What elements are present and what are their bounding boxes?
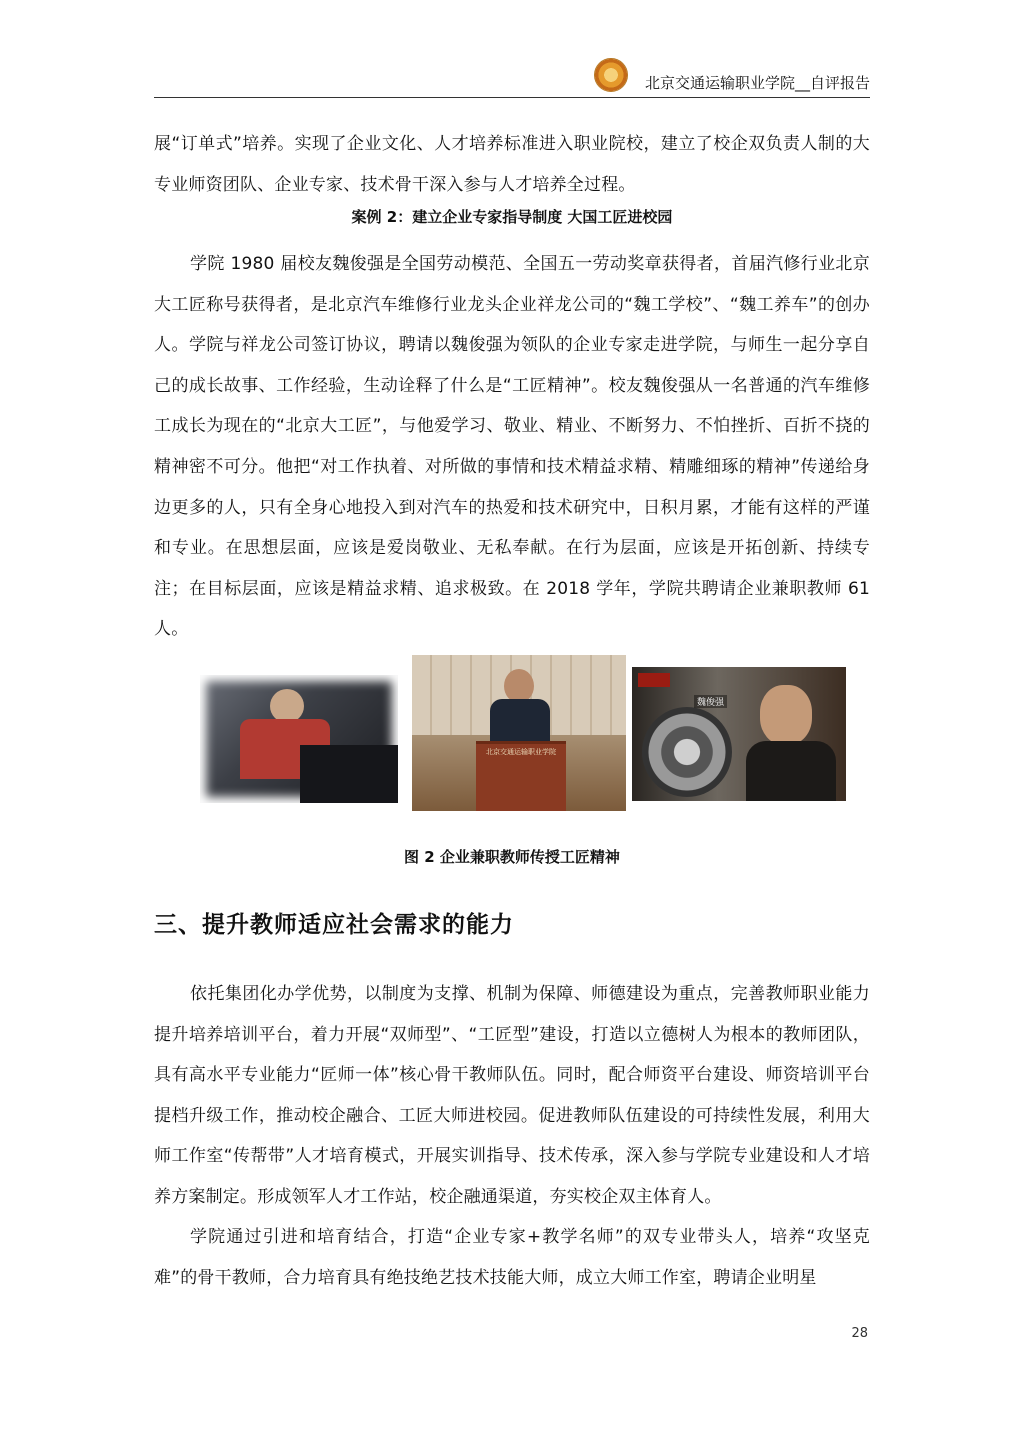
section-paragraph-2: 学院通过引进和培育结合，打造“企业专家+教学名师”的双专业带头人，培养“攻坚克难”的骨干教师，合力培育具有绝技绝艺技术技能大师，成立大师工作室，聘请企业明星 [154,1227,870,1288]
figure-photos [196,655,848,813]
photo-speaker-at-podium [412,655,626,811]
podium-text: 北京交通运输职业学院 [486,748,556,756]
case-title: 案例 2：建立企业专家指导制度 大国工匠进校园 [351,208,673,226]
section-paragraph-1: 依托集团化办学优势，以制度为支撑、机制为保障、师德建设为重点，完善教师职业能力提升培养培训平台，着力开展“双师型”、“工匠型”建设，打造以立德树人为根本的教师团队，具有高水平专业能力“匠师一体”核心骨干教师队伍。同时，配合师资平台建设、师资培训平台提档升级工作，推动校企融合、工匠大师进校园。促进教师队伍建设的可持续性发展，利用大师工作室“传帮带”人才培育模式，开展实训指导、技术传承，深入参与学院专业建设和人才培养方案制定。形成领军人才工作站，校企融通渠道，夯实校企双主体育人。 [154,984,870,1207]
name-tag: 魏俊强 [694,695,727,708]
page-header [154,54,870,98]
case-body-paragraph: 学院 1980 届校友魏俊强是全国劳动模范、全国五一劳动奖章获得者，首届汽修行业北京大工匠称号获得者，是北京汽车维修行业龙头企业祥龙公司的“魏工学校”、“魏工养车”的创办人。学院与祥龙公司签订协议，聘请以魏俊强为领队的企业专家走进学院，与师生一起分享自己的成长故事、工作经验，生动诠释了什么是“工匠精神”。校友魏俊强从一名普通的汽车维修工成长为现在的“北京大工匠”，与他爱学习、敬业、精业、不断努力、不怕挫折、百折不挠的精神密不可分。他把“对工作执着、对所做的事情和技术精益求精、精雕细琢的精神”传递给身边更多的人，只有全身心地投入到对汽车的热爱和技术研究中，日积月累，才能有这样的严谨和专业。在思想层面，应该是爱岗敬业、无私奉献。在行为层面，应该是开拓创新、持续专注；在目标层面，应该是精益求精、追求极致。在 2018 学年，学院共聘请企业兼职教师 61 人。 [154,254,870,640]
section-heading: 三、提升教师适应社会需求的能力 [154,911,514,938]
header-title: 北京交通运输职业学院__自评报告 [644,74,870,92]
paragraph-continuation: 展“订单式”培养。实现了企业文化、人才培养标准进入职业院校，建立了校企双负责人制的大专业师资团队、企业专家、技术骨干深入参与人才培养全过程。 [154,134,870,195]
college-seal-icon [594,58,628,92]
photo-mechanic-working [200,675,398,803]
page-number: 28 [851,1326,868,1341]
figure-caption: 图 2 企业兼职教师传授工匠精神 [404,848,620,866]
photo-craftsman-portrait [632,667,846,801]
header-rule [154,97,870,98]
